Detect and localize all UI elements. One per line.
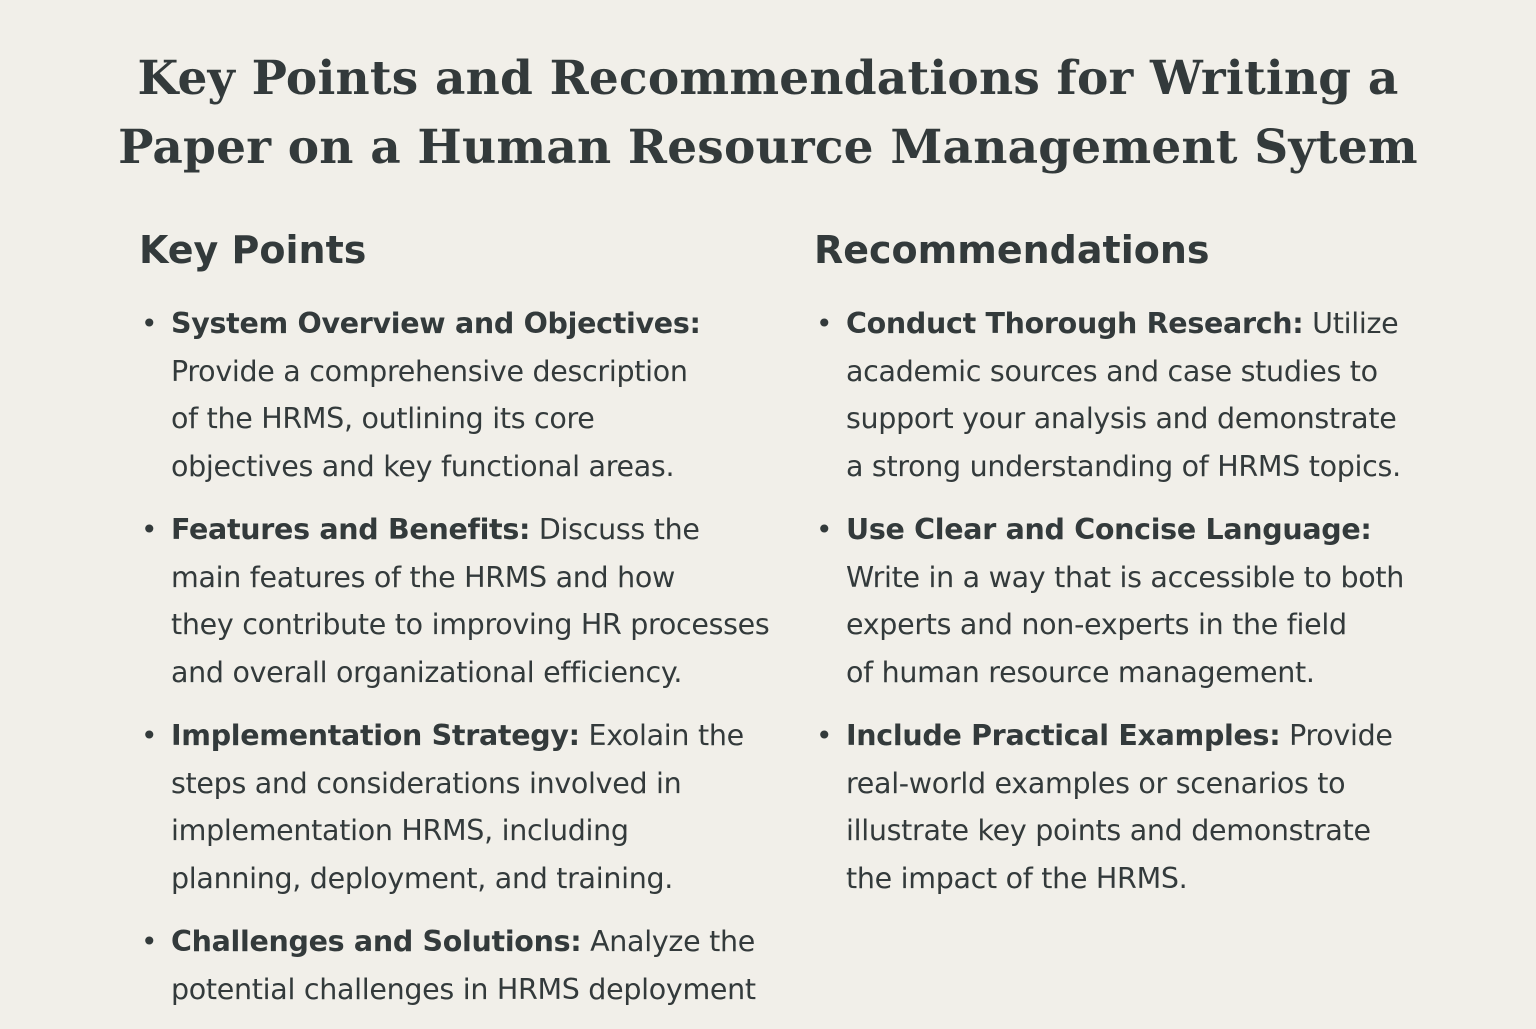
- bullet-icon: •: [141, 513, 158, 546]
- bullet-icon: •: [816, 719, 833, 752]
- list-item: [139, 506, 819, 696]
- list-item-label: Include Practical Examples:: [846, 719, 1281, 752]
- recommendations-column: [814, 222, 1494, 918]
- recommendations-heading: Recommendations: [814, 228, 1210, 272]
- list-item-label: Use Clear and Concise Language:: [846, 513, 1372, 546]
- list-item: [814, 712, 1494, 902]
- list-item-label: Features and Benefits:: [171, 513, 531, 546]
- list-item-text: Include Practical Examples: Provide real-world examples or scenarios to illustrate key points and demonstrate the impact of the HRMS.: [846, 719, 1393, 895]
- bullet-icon: •: [141, 719, 158, 752]
- list-item-label: Challenges and Solutions:: [171, 925, 582, 958]
- list-item-text: Conduct Thorough Research: Utilize academic sources and case studies to support your analysis and demonstrate a strong understanding of HRMS topics.: [846, 307, 1401, 483]
- list-item-label: System Overview and Objectives:: [171, 307, 701, 340]
- key-points-column: [139, 222, 819, 1029]
- title-line-1: Key Points and Recommendations for Writing a: [137, 51, 1399, 106]
- list-item: [139, 300, 819, 490]
- list-item-text: Use Clear and Concise Language: Write in a way that is accessible to both experts and non-experts in the field of human resource management.: [846, 513, 1405, 689]
- list-item-text: Challenges and Solutions: Analyze the potential challenges in HRMS deployment: [171, 925, 756, 1006]
- list-item-label: Conduct Thorough Research:: [846, 307, 1304, 340]
- list-item: [814, 300, 1494, 490]
- list-item: [139, 712, 819, 902]
- list-item-label: Implementation Strategy:: [171, 719, 580, 752]
- title-line-2: Paper on a Human Resource Management Sytem: [118, 120, 1418, 175]
- bullet-icon: •: [816, 307, 833, 340]
- bullet-icon: •: [141, 307, 158, 340]
- bullet-icon: •: [816, 513, 833, 546]
- page-title: [0, 44, 1536, 182]
- recommendations-list: [814, 300, 1494, 902]
- list-item-text: Features and Benefits: Discuss the main features of the HRMS and how they contribute to improving HR processes and overall organizational efficiency.: [171, 513, 770, 689]
- key-points-list: [139, 300, 819, 1013]
- list-item: [814, 506, 1494, 696]
- key-points-heading: Key Points: [139, 228, 367, 272]
- list-item-text: System Overview and Objectives: Provide a comprehensive description of the HRMS, outlining its core objectives and key functional areas.: [171, 307, 701, 483]
- list-item-text: Implementation Strategy: Exolain the steps and considerations involved in implementation HRMS, including planning, deployment, and training.: [171, 719, 744, 895]
- list-item: [139, 918, 819, 1013]
- bullet-icon: •: [141, 925, 158, 958]
